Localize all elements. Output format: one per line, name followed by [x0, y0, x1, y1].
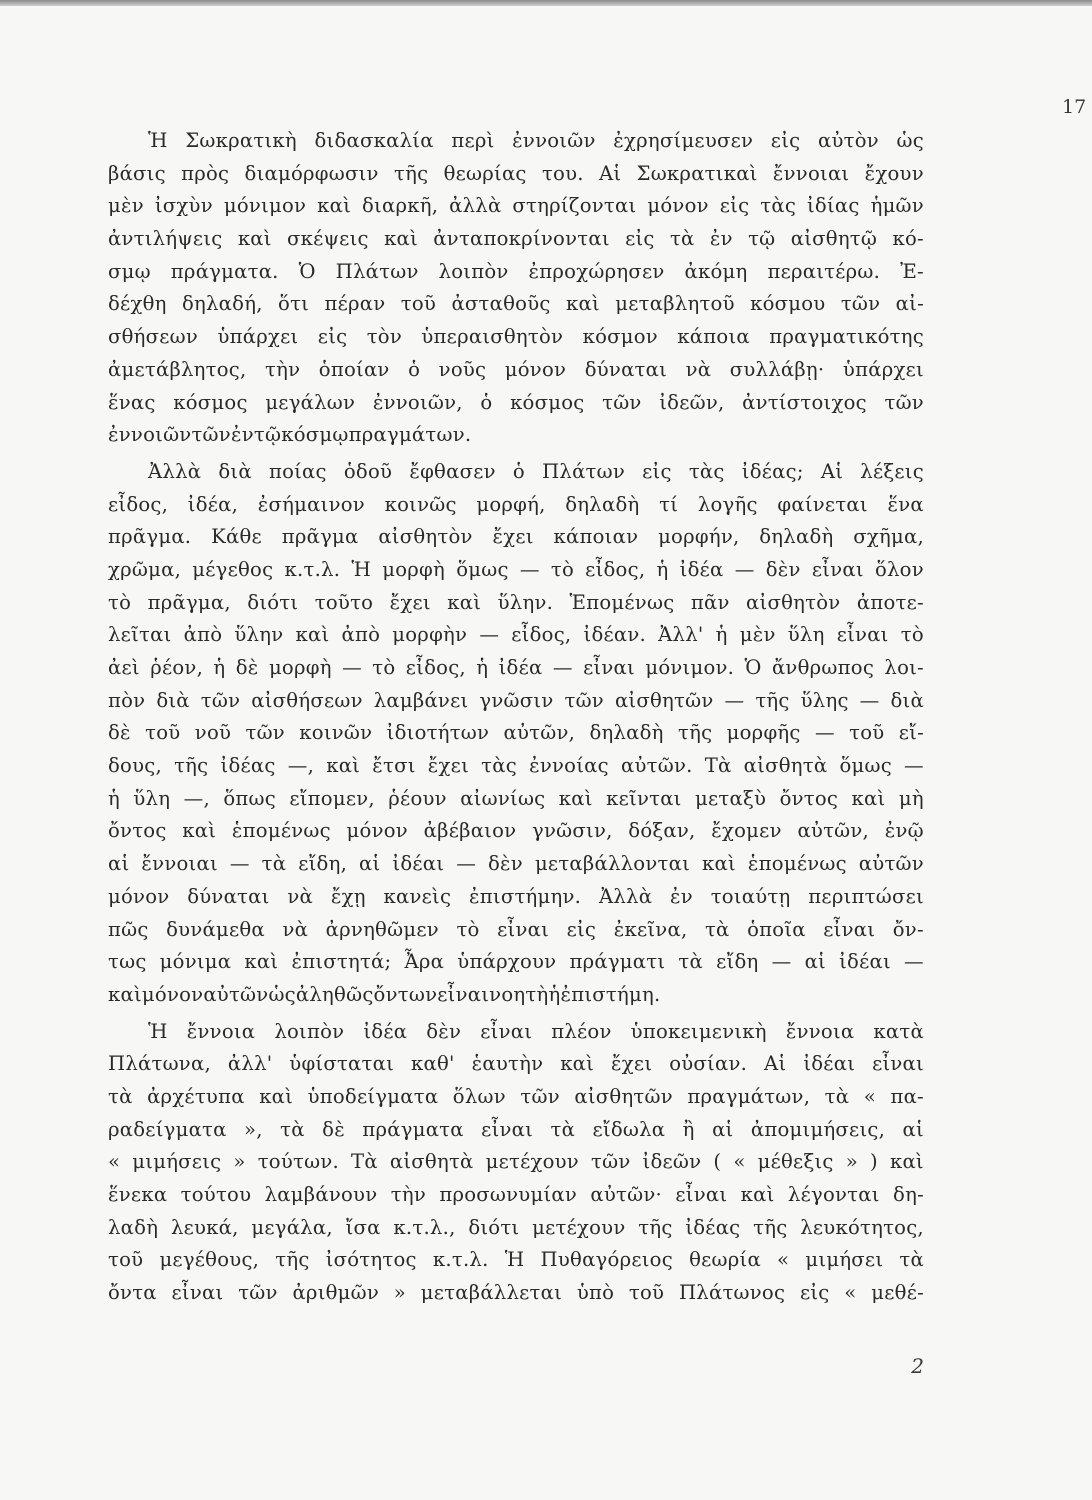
- text-line: τως μόνιμα καὶ ἐπιστητά; Ἆρα ὑπάρχουν πράγματι τὰ εἴδη — αἱ ἰδέαι —: [108, 950, 924, 974]
- text-line: Ἡ Σωκρατικὴ διδασκαλία περὶ ἐννοιῶν ἐχρησίμευσεν εἰς αὐτὸν ὡς: [148, 129, 924, 152]
- text-line: ἕνεκα τούτου λαμβάνουν τὴν προσωνυμίαν αὐτῶν· εἶναι καὶ λέγονται δη-: [108, 1183, 924, 1206]
- text-line: δέχθη δηλαδή, ὅτι πέραν τοῦ ἀσταθοῦς καὶ μεταβλητοῦ κόσμου τῶν αἰ-: [108, 292, 924, 316]
- text-line: λεῖται ἀπὸ ὕλην καὶ ἀπὸ μορφὴν — εἶδος, ἰδέαν. Ἀλλ' ἡ μὲν ὕλη εἶναι τὸ: [108, 623, 924, 647]
- text-line: ὄντος καὶ ἑπομένως μόνον ἀβέβαιον γνῶσιν, δόξαν, ἔχομεν αὐτῶν, ἐνῷ: [108, 819, 924, 843]
- text-line: τὸ πρᾶγμα, διότι τοῦτο ἔχει καὶ ὕλην. Ἑπομένως πᾶν αἰσθητὸν ἀποτε-: [108, 590, 924, 614]
- text-line: βάσις πρὸς διαμόρφωσιν τῆς θεωρίας του. Αἱ Σωκρατικαὶ ἔννοιαι ἔχουν: [108, 161, 924, 185]
- text-line: ἀντιλήψεις καὶ σκέψεις καὶ ἀνταποκρίνονται εἰς τὰ ἐν τῷ αἰσθητῷ κό-: [108, 227, 924, 251]
- text-line: μὲν ἰσχὺν μόνιμον καὶ διαρκῆ, ἀλλὰ στηρίζονται μόνον εἰς τὰς ἰδίας ἡμῶν: [108, 194, 924, 218]
- text-line: ἀεὶ ῥέον, ἡ δὲ μορφὴ — τὸ εἶδος, ἡ ἰδέα — εἶναι μόνιμον. Ὁ ἄνθρωπος λοι-: [108, 656, 924, 679]
- text-line: ἐννοιῶν τῶν ἐν τῷ κόσμῳ πραγμάτων.: [108, 423, 472, 447]
- text-line: πὸν διὰ τῶν αἰσθήσεων λαμβάνει γνῶσιν τῶν αἰσθητῶν — τῆς ὕλης — διὰ: [108, 688, 924, 712]
- text-line: λαδὴ λευκά, μεγάλα, ἴσα κ.τ.λ., διότι μετέχουν τῆς ἰδέας τῆς λευκότητος,: [108, 1215, 924, 1239]
- text-line: ὄντα εἶναι τῶν ἀριθμῶν » μεταβάλλεται ὑπὸ τοῦ Πλάτωνος εἰς « μεθέ-: [108, 1281, 924, 1305]
- text-line: πρᾶγμα. Κάθε πρᾶγμα αἰσθητὸν ἔχει κάποιαν μορφήν, δηλαδὴ σχῆμα,: [108, 525, 924, 549]
- text-line: τὰ ἀρχέτυπα καὶ ὑποδείγματα ὅλων τῶν αἰσθητῶν πραγμάτων, τὰ « πα-: [108, 1084, 924, 1108]
- text-line: δὲ τοῦ νοῦ τῶν κοινῶν ἰδιοτήτων αὐτῶν, δηλαδὴ τῆς μορφῆς — τοῦ εἴ-: [108, 721, 924, 745]
- text-line: μόνον δύναται νὰ ἔχῃ κανεὶς ἐπιστήμην. Ἀλλὰ ἐν τοιαύτῃ περιπτώσει: [108, 884, 924, 908]
- text-line: Ἡ ἔννοια λοιπὸν ἰδέα δὲν εἶναι πλέον ὑποκειμενικὴ ἔννοια κατὰ: [148, 1019, 924, 1043]
- text-line: σμῳ πράγματα. Ὁ Πλάτων λοιπὸν ἐπροχώρησεν ἀκόμη περαιτέρω. Ἐ-: [108, 259, 924, 283]
- text-line: πῶς δυνάμεθα νὰ ἀρνηθῶμεν τὸ εἶναι εἰς ἐκεῖνα, τὰ ὁποῖα εἶναι ὄν-: [108, 917, 924, 941]
- text-line: ἡ ὕλη —, ὅπως εἴπομεν, ῥέουν αἰωνίως καὶ κεῖνται μεταξὺ ὄντος καὶ μὴ: [108, 786, 924, 810]
- text-line: Πλάτωνα, ἀλλ' ὑφίσταται καθ' ἑαυτὴν καὶ ἔχει οὐσίαν. Αἱ ἰδέαι εἶναι: [108, 1052, 924, 1076]
- text-line: « μιμήσεις » τούτων. Τὰ αἰσθητὰ μετέχουν τῶν ἰδεῶν ( « μέθεξις » ) καὶ: [108, 1150, 924, 1174]
- text-line: αἱ ἔννοιαι — τὰ εἴδη, αἱ ἰδέαι — δὲν μεταβάλλονται καὶ ἑπομένως αὐτῶν: [108, 852, 924, 876]
- text-line: ραδείγματα », τὰ δὲ πράγματα εἶναι τὰ εἴδωλα ἢ αἱ ἀπομιμήσεις, αἱ: [108, 1117, 924, 1141]
- text-line: καὶ μόνον αὐτῶν ὡς ἀληθῶς ὄντων εἶναι νοητὴ ἡ ἐπιστήμη.: [108, 982, 661, 1006]
- text-line: ἀμετάβλητος, τὴν ὁποίαν ὁ νοῦς μόνον δύναται νὰ συλλάβῃ· ὑπάρχει: [108, 357, 924, 381]
- text-line: Ἀλλὰ διὰ ποίας ὁδοῦ ἔφθασεν ὁ Πλάτων εἰς τὰς ἰδέας; Αἱ λέξεις: [148, 459, 924, 483]
- page-number: 17: [1062, 96, 1087, 118]
- text-line: ἕνας κόσμος μεγάλων ἐννοιῶν, ὁ κόσμος τῶν ἰδεῶν, ἀντίστοιχος τῶν: [108, 390, 924, 414]
- text-line: χρῶμα, μέγεθος κ.τ.λ. Ἡ μορφὴ ὅμως — τὸ εἶδος, ἡ ἰδέα — δὲν εἶναι ὅλον: [108, 557, 924, 581]
- text-line: τοῦ μεγέθους, τῆς ἰσότητος κ.τ.λ. Ἡ Πυθαγόρειος θεωρία « μιμήσει τὰ: [108, 1248, 924, 1272]
- printer-signature-mark: 2: [911, 1354, 924, 1378]
- body-text: [108, 125, 924, 1310]
- text-line: σθήσεων ὑπάρχει εἰς τὸν ὑπεραισθητὸν κόσμον κάποια πραγματικότης: [108, 325, 924, 349]
- text-line: δους, τῆς ἰδέας —, καὶ ἔτσι ἔχει τὰς ἐννοίας αὐτῶν. Τὰ αἰσθητὰ ὅμως —: [108, 754, 924, 778]
- scan-top-edge: [0, 0, 1092, 6]
- text-line: εἶδος, ἰδέα, ἐσήμαινον κοινῶς μορφή, δηλαδὴ τί λογῆς φαίνεται ἕνα: [108, 492, 924, 516]
